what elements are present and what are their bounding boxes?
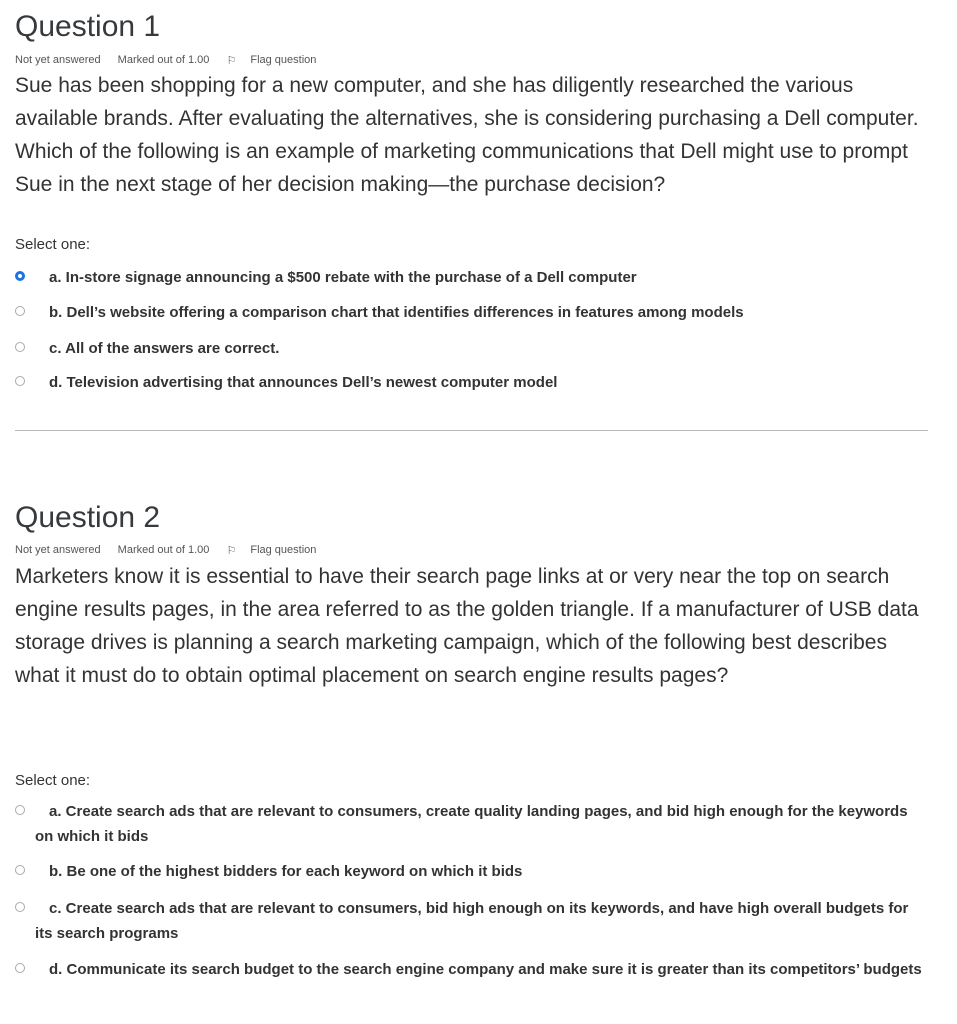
option-label[interactable]: c. Create search ads that are relevant to consumers, bid high enough on its keywords, and have high overall budgets for its search programs — [35, 900, 909, 942]
radio-button-c[interactable] — [15, 902, 25, 912]
radio-button-b[interactable] — [15, 306, 25, 316]
question-1-text: Sue has been shopping for a new computer, and she has diligently researched the various available brands. After evaluating the alternatives, she is considering purchasing a Dell computer. Which of the following is an example of marketing communications that Dell might use to prompt Sue in the next stage of her decision making—the purchase decision? — [15, 74, 919, 196]
radio-button-a[interactable] — [15, 271, 25, 281]
question-2-info — [15, 543, 344, 557]
question-1-flag-label: Flag question — [250, 54, 317, 66]
radio-button-b[interactable] — [15, 865, 25, 875]
question-2-marks: Marked out of 1.00 — [117, 544, 210, 556]
flag-icon: ⚐ — [226, 545, 237, 557]
question-2-select-label: Select one: — [15, 772, 91, 789]
option-label[interactable]: d. Television advertising that announces Dell’s newest computer model — [49, 374, 558, 391]
question-1-marks: Marked out of 1.00 — [117, 54, 210, 66]
question-1-select-label: Select one: — [15, 236, 91, 253]
question-1-title: Question 1 — [15, 10, 161, 43]
question-2-flag-link[interactable] — [226, 544, 330, 556]
question-1-option-a[interactable] — [15, 265, 927, 290]
question-2-text: Marketers know it is essential to have their search page links at or very near the top on search engine results pages, in the area referred to as the golden triangle. If a manufacturer of USB data storage drives is planning a search marketing campaign, which of the following best describes what it must do to obtain optimal placement on search engine results pages? — [15, 565, 919, 687]
question-1-flag-link[interactable] — [226, 54, 330, 66]
question-1-status: Not yet answered — [15, 54, 101, 66]
radio-button-d[interactable] — [15, 963, 25, 973]
option-label[interactable]: c. All of the answers are correct. — [49, 340, 280, 357]
option-label[interactable]: a. Create search ads that are relevant to consumers, create quality landing pages, and bid high enough for the keywords on which it bids — [35, 803, 908, 845]
option-label[interactable]: b. Be one of the highest bidders for each keyword on which it bids — [49, 863, 523, 880]
question-2-flag-label: Flag question — [250, 544, 317, 556]
flag-icon: ⚐ — [226, 55, 237, 67]
option-label[interactable]: b. Dell’s website offering a comparison chart that identifies differences in features among models — [49, 304, 744, 321]
radio-button-d[interactable] — [15, 376, 25, 386]
radio-button-a[interactable] — [15, 805, 25, 815]
question-2-option-c[interactable] — [15, 896, 927, 946]
question-1-option-b[interactable] — [15, 300, 927, 325]
question-1-option-d[interactable] — [15, 370, 927, 395]
option-label[interactable]: a. In-store signage announcing a $500 rebate with the purchase of a Dell computer — [49, 269, 637, 286]
option-label[interactable]: d. Communicate its search budget to the search engine company and make sure it is greater than its competitors’ budgets — [49, 961, 922, 978]
question-1-info — [15, 53, 344, 67]
question-1-option-c[interactable] — [15, 336, 927, 361]
question-2-option-a[interactable] — [15, 799, 927, 849]
question-2-status: Not yet answered — [15, 544, 101, 556]
question-2-option-b[interactable] — [15, 859, 927, 884]
question-2-option-d[interactable] — [15, 957, 927, 982]
question-separator — [15, 430, 928, 431]
radio-button-c[interactable] — [15, 342, 25, 352]
question-2-title: Question 2 — [15, 501, 161, 534]
